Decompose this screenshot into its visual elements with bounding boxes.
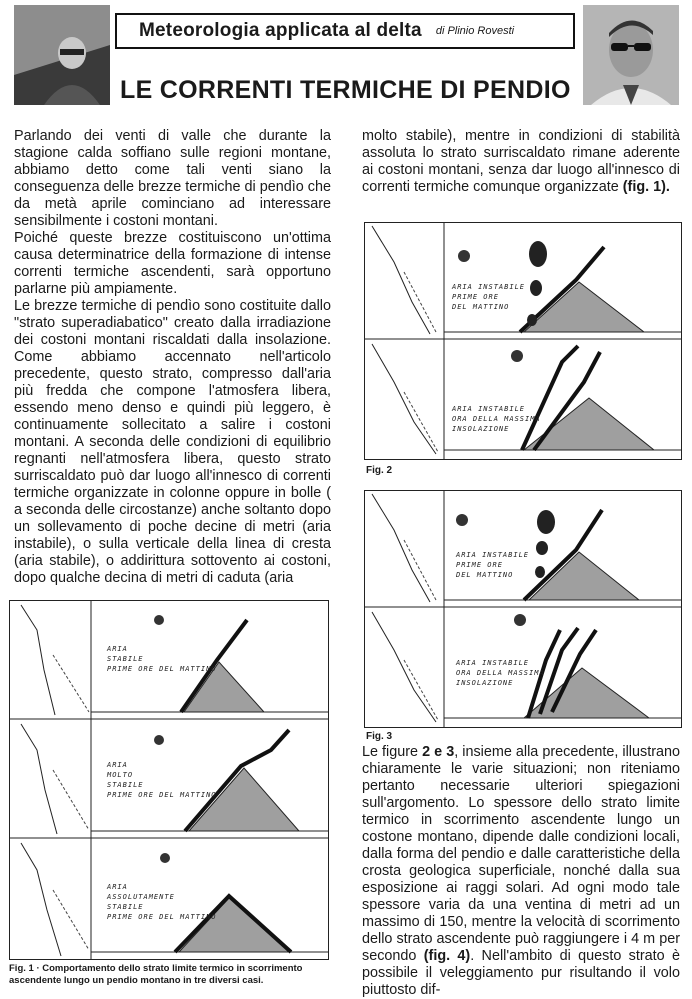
right-column-bottom-text — [362, 744, 680, 999]
figure-1 — [9, 600, 329, 960]
figure-1-caption: Fig. 1 · Comportamento dello strato limite termico in scorrimento ascendente lungo un pendio montano in tre diversi casi. — [9, 963, 303, 986]
series-title: Meteorologia applicata al delta — [139, 20, 422, 41]
figure-2 — [364, 222, 682, 460]
fig-reference: (fig. 1). — [622, 179, 670, 195]
text-run: Le figure — [362, 744, 423, 760]
pilot-photo — [14, 5, 110, 105]
fig2-panel1-label: ARIA INSTABILE PRIME ORE DEL MATTINO — [452, 283, 526, 311]
fig1-panel1-label: ARIA STABILE PRIME ORE DEL MATTINO — [107, 645, 217, 673]
figure-3-label: Fig. 3 — [366, 731, 393, 742]
fig3-panel2-label: ARIA INSTABILE ORA DELLA MASSIMA INSOLAZIONE — [456, 659, 545, 687]
paragraph: Poiché queste brezze costituiscono un'ottima causa determinatrice della formazione di intense correnti termiche ascendenti, sarà opportuno parlarne più ampiamente. — [14, 230, 331, 297]
text-run: . Nell'ambito di questo strato è possibile il veleggiamento pur risultando il volo piuttosto dif- — [362, 948, 680, 998]
text-run: , insieme alla precedente, illustrano chiaramente le varie situazioni; non riteniamo pertanto necessarie ulteriori spiegazioni sull'argomento. Lo spessore dello strato limite termico in scorrimento ascendente lungo un costone montano, dipende dalle condizioni locali, dalla forma del pendio e dalle caratteristiche della crosta geologica superficiale, nonché dalla sua esposizione ai raggi solari. Ad ogni modo tale spessore varia da una ventina di metri ad un massimo di 150, mentre la velocità di scorrimento dello strato ascendente può raggiungere i 4 m per secondo — [362, 744, 680, 964]
author-byline: di Plinio Rovesti — [435, 25, 515, 37]
fig3-panel1-label: ARIA INSTABILE PRIME ORE DEL MATTINO — [456, 551, 530, 579]
series-header — [115, 13, 575, 49]
right-column-top-text — [362, 128, 680, 196]
figure-3 — [364, 490, 682, 728]
figure-3-drawing — [364, 490, 682, 728]
article-title: LE CORRENTI TERMICHE DI PENDIO — [120, 76, 571, 104]
paragraph: molto stabile), mentre in condizioni di stabilità assoluta lo strato surriscaldato rimane aderente ai costoni montani, senza dar luogo all'innesco di correnti termiche comunque organizzate — [362, 128, 680, 195]
fig1-panel3-label: ARIA ASSOLUTAMENTE STABILE PRIME ORE DEL MATTINO — [107, 883, 217, 921]
fig2-panel2-label: ARIA INSTABILE ORA DELLA MASSIMA INSOLAZIONE — [452, 405, 541, 433]
fig-reference: (fig. 4) — [423, 948, 471, 964]
paragraph: Le brezze termiche di pendìo sono costituite dallo "strato superadiabatico" creato dalla irradiazione dei costoni montani riscaldati dalla insolazione. Come abbiamo accennato nell'articolo precedente, questo strato, compresso dall'aria più fredda che compone l'atmosfera libera, essendo meno denso e quindi più leggero, è continuamente sollecitato a salire i costoni montani. A seconda delle condizioni di equilibrio regnanti nell'atmosfera libera, questo strato surriscaldato può dar luogo all'innesco di correnti termiche organizzate in colonne oppure in bolle ( a seconda delle circostanze) anche soltanto dopo un sollevamento di poche decine di metri (aria instabile), o sulla verticale della linea di cresta (aria stabile), o addirittura sottovento ai costoni, dopo qualche decina di metri di caduta (aria — [14, 298, 331, 586]
author-photo — [583, 5, 679, 105]
fig-reference: 2 e 3 — [422, 744, 455, 760]
left-column-text — [14, 128, 331, 587]
figure-2-label: Fig. 2 — [366, 465, 393, 476]
paragraph: Parlando dei venti di valle che durante la stagione calda soffiano sulle regioni montane, abbiamo detto come tali venti siano la conseguenza delle brezze termiche di pendìo che da metà aprile cominciano ad interessare sensibilmente i costoni montani. — [14, 128, 331, 229]
fig1-panel2-label: ARIA MOLTO STABILE PRIME ORE DEL MATTINO — [107, 761, 217, 799]
